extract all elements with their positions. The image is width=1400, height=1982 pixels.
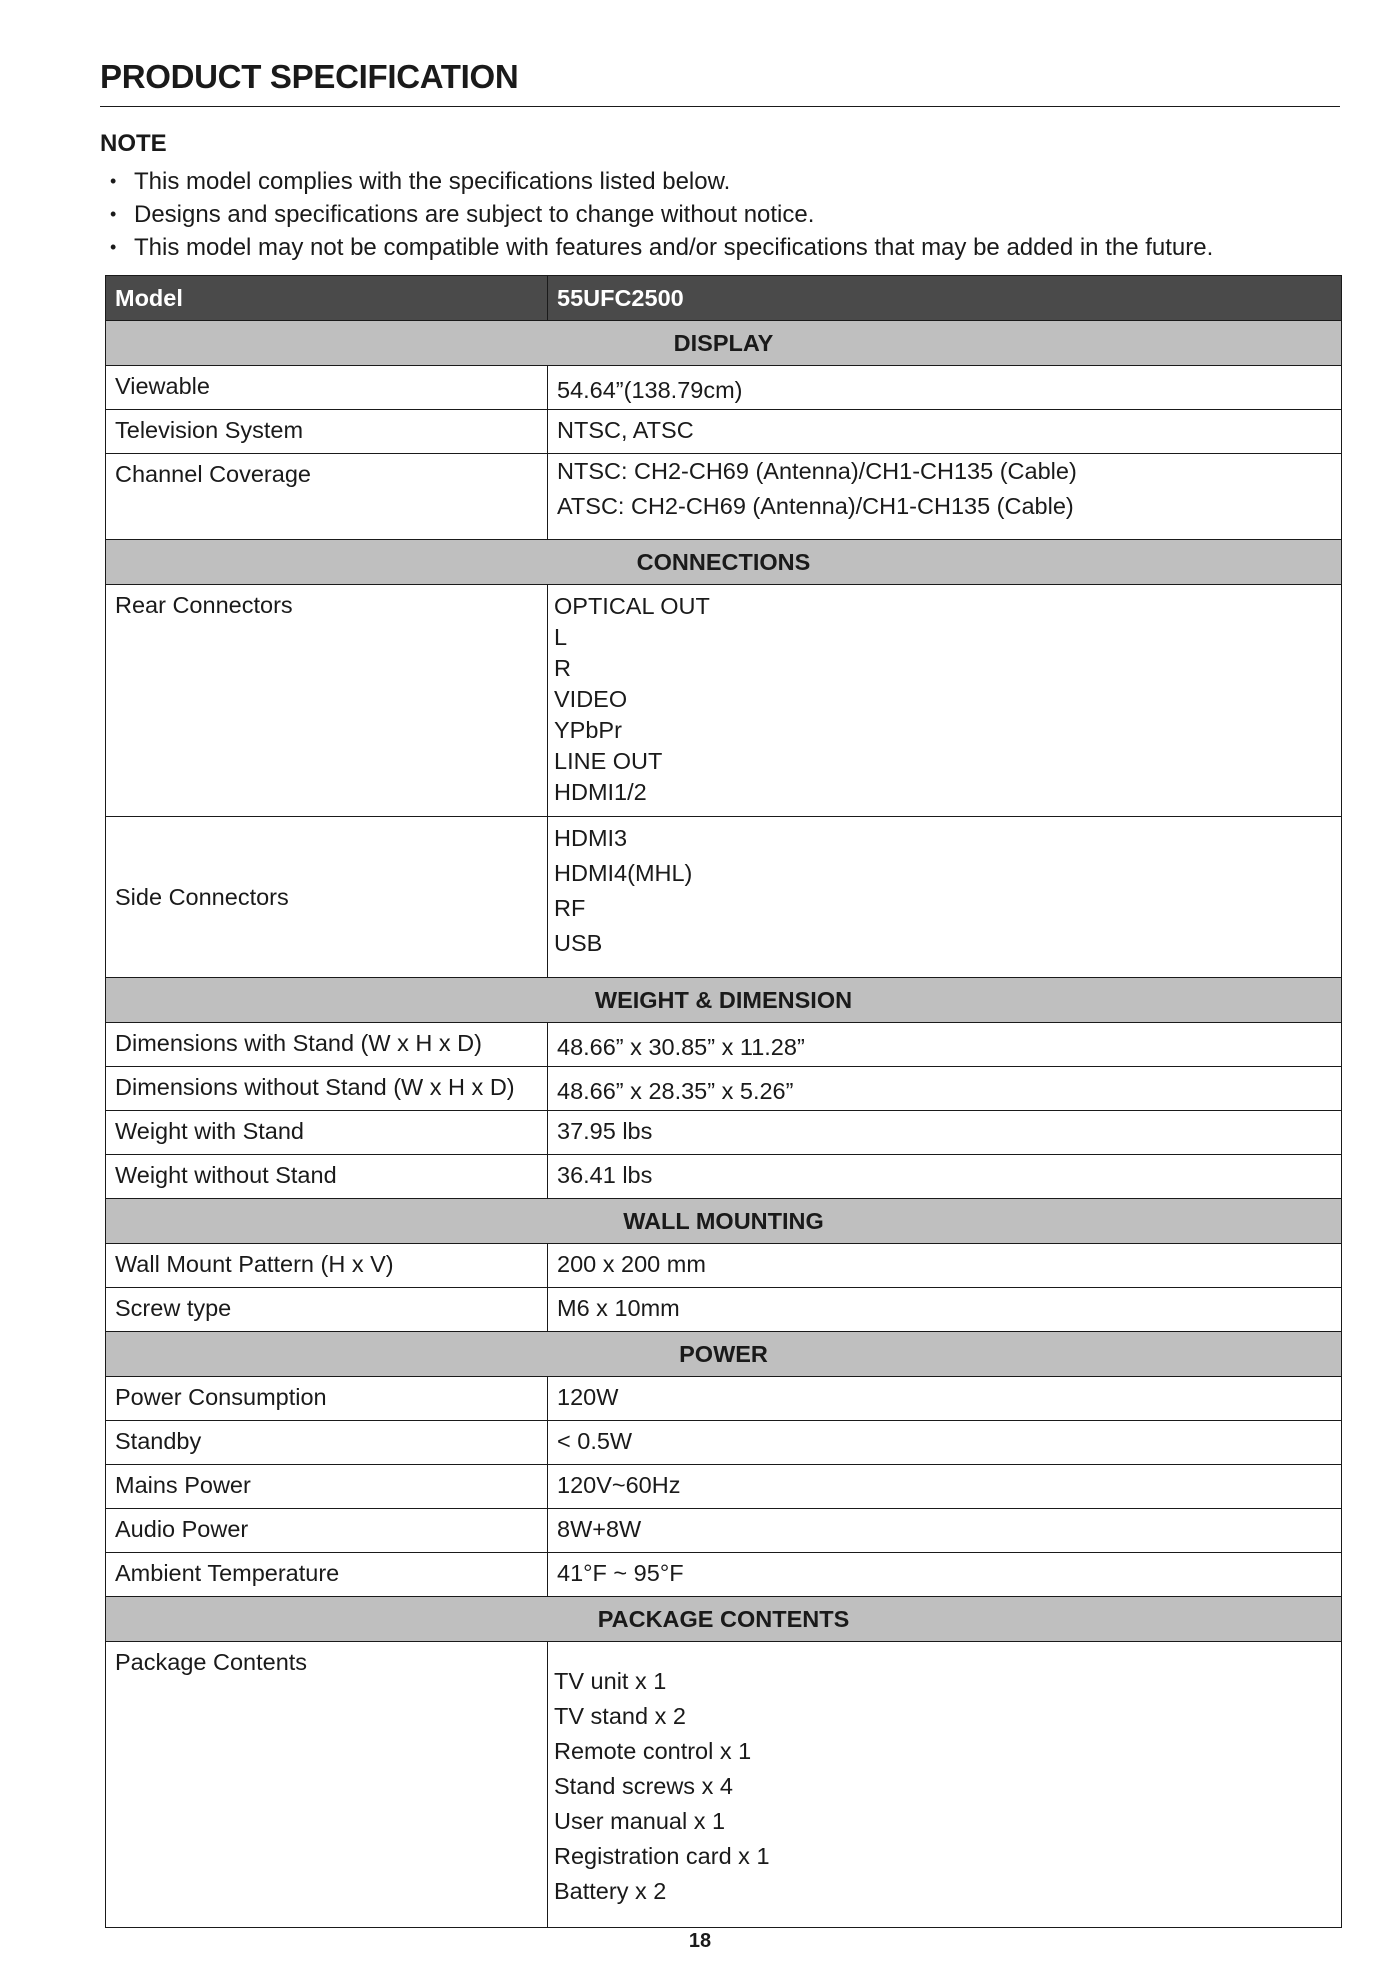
spec-value: Remote control x 1 <box>554 1738 752 1764</box>
table-row <box>106 1288 1342 1332</box>
table-row <box>106 1465 1342 1509</box>
note-item: • This model complies with the specifications listed below. <box>110 165 1213 198</box>
section-weight-dimension <box>106 978 1342 1023</box>
table-row <box>106 1244 1342 1288</box>
spec-value: 48.66” x 30.85” x 11.28” <box>548 1023 1342 1067</box>
section-connections <box>106 540 1342 585</box>
spec-value: USB <box>554 930 603 956</box>
spec-value: 54.64”(138.79cm) <box>548 366 1342 410</box>
spec-value: User manual x 1 <box>554 1808 726 1834</box>
spec-label: Package Contents <box>106 1642 548 1928</box>
table-row <box>106 1111 1342 1155</box>
table-row <box>106 1377 1342 1421</box>
spec-value-list <box>548 454 1342 540</box>
spec-value: TV stand x 2 <box>554 1703 686 1729</box>
section-title: WALL MOUNTING <box>106 1199 1342 1244</box>
table-row <box>106 454 1342 540</box>
model-label: Model <box>106 276 548 321</box>
spec-value: HDMI1/2 <box>554 779 647 805</box>
spec-value: LINE OUT <box>554 748 663 774</box>
spec-value: M6 x 10mm <box>548 1288 1342 1332</box>
spec-value: 37.95 lbs <box>548 1111 1342 1155</box>
section-title: POWER <box>106 1332 1342 1377</box>
spec-value: 8W+8W <box>548 1509 1342 1553</box>
spec-value: YPbPr <box>554 717 622 743</box>
spec-value-list <box>548 1642 1342 1928</box>
spec-label: Television System <box>106 410 548 454</box>
spec-label: Channel Coverage <box>106 454 548 540</box>
section-package-contents <box>106 1597 1342 1642</box>
table-row <box>106 1553 1342 1597</box>
spec-value: HDMI3 <box>554 825 628 851</box>
table-row <box>106 1023 1342 1067</box>
spec-value: RF <box>554 895 586 921</box>
section-wall-mounting <box>106 1199 1342 1244</box>
spec-value: NTSC: CH2-CH69 (Antenna)/CH1-CH135 (Cable) <box>557 458 1077 484</box>
spec-label: Standby <box>106 1421 548 1465</box>
table-row <box>106 366 1342 410</box>
section-title: CONNECTIONS <box>106 540 1342 585</box>
spec-label: Side Connectors <box>106 817 548 978</box>
spec-label: Screw type <box>106 1288 548 1332</box>
spec-value-list <box>548 585 1342 817</box>
spec-label: Mains Power <box>106 1465 548 1509</box>
spec-value: < 0.5W <box>548 1421 1342 1465</box>
table-row <box>106 1067 1342 1111</box>
spec-label: Power Consumption <box>106 1377 548 1421</box>
spec-table <box>105 275 1342 1928</box>
spec-value: VIDEO <box>554 686 628 712</box>
model-value: 55UFC2500 <box>548 276 1342 321</box>
section-title: PACKAGE CONTENTS <box>106 1597 1342 1642</box>
spec-value: Stand screws x 4 <box>554 1773 733 1799</box>
table-row <box>106 1509 1342 1553</box>
table-row <box>106 1155 1342 1199</box>
spec-label: Ambient Temperature <box>106 1553 548 1597</box>
spec-value: TV unit x 1 <box>554 1668 667 1694</box>
table-row <box>106 410 1342 454</box>
spec-value: 48.66” x 28.35” x 5.26” <box>548 1067 1342 1111</box>
model-header-row <box>106 276 1342 321</box>
note-list <box>110 165 1213 264</box>
spec-label: Weight with Stand <box>106 1111 548 1155</box>
spec-label: Wall Mount Pattern (H x V) <box>106 1244 548 1288</box>
spec-label: Audio Power <box>106 1509 548 1553</box>
note-item: • Designs and specifications are subject to change without notice. <box>110 198 1213 231</box>
section-title: DISPLAY <box>106 321 1342 366</box>
table-row <box>106 585 1342 817</box>
spec-value: OPTICAL OUT <box>554 593 710 619</box>
note-heading: NOTE <box>100 130 167 157</box>
spec-value: NTSC, ATSC <box>548 410 1342 454</box>
spec-label: Dimensions with Stand (W x H x D) <box>106 1023 548 1067</box>
spec-label: Dimensions without Stand (W x H x D) <box>106 1067 548 1111</box>
section-power <box>106 1332 1342 1377</box>
spec-value: 36.41 lbs <box>548 1155 1342 1199</box>
spec-value: ATSC: CH2-CH69 (Antenna)/CH1-CH135 (Cable) <box>557 493 1074 519</box>
page-title: PRODUCT SPECIFICATION <box>100 58 519 95</box>
spec-value: 41°F ~ 95°F <box>548 1553 1342 1597</box>
table-row <box>106 1642 1342 1928</box>
spec-value: R <box>554 655 571 681</box>
spec-value: 120V~60Hz <box>548 1465 1342 1509</box>
spec-value: 200 x 200 mm <box>548 1244 1342 1288</box>
spec-label: Weight without Stand <box>106 1155 548 1199</box>
section-display <box>106 321 1342 366</box>
spec-value: Registration card x 1 <box>554 1843 770 1869</box>
table-row <box>106 1421 1342 1465</box>
title-divider <box>100 106 1340 107</box>
spec-label: Viewable <box>106 366 548 410</box>
page-number: 18 <box>688 1930 712 1952</box>
spec-value: 120W <box>548 1377 1342 1421</box>
table-row <box>106 817 1342 978</box>
section-title: WEIGHT & DIMENSION <box>106 978 1342 1023</box>
spec-label: Rear Connectors <box>106 585 548 817</box>
spec-value-list <box>548 817 1342 978</box>
spec-value: HDMI4(MHL) <box>554 860 693 886</box>
note-item: • This model may not be compatible with features and/or specifications that may be added in the future. <box>110 231 1213 264</box>
spec-value: Battery x 2 <box>554 1878 667 1904</box>
spec-value: L <box>554 624 568 650</box>
